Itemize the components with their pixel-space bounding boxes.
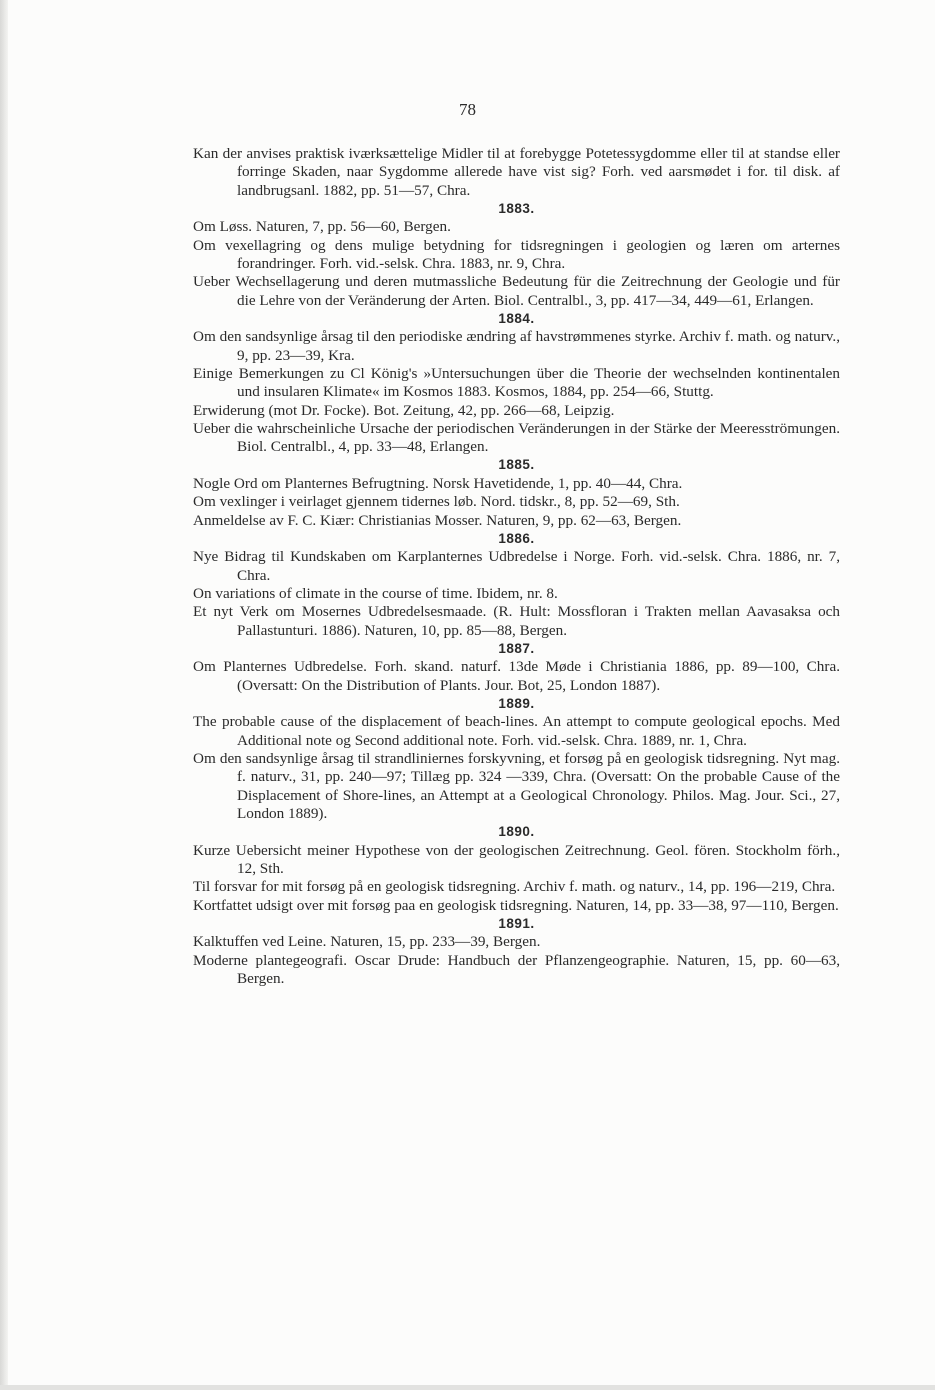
bibliography-body [193, 145, 840, 988]
bibliography-entry: Anmeldelse av F. C. Kiær: Christianias Mosser. Naturen, 9, pp. 62—63, Bergen. [193, 511, 682, 529]
bibliography-entry: Om den sandsynlige årsag til den periodiske ændring af havstrømmenes styrke. Archiv f. math. og naturv., 9, pp. 23—39, Kra. [193, 328, 840, 364]
year-section [193, 530, 840, 640]
bibliography-entry: Om den sandsynlige årsag til strandliniernes forskyvning, et forsøg på en geologisk tidsregning. Nyt mag. f. naturv., 31, pp. 240—97; Tillæg pp. 324 —339, Chra. (Oversatt: On the probable Cause of the Displacement of Shore-lines, an Attempt at a Geological Chronology. Philos. Mag. Jour. Sci., 27, London 1889). [193, 750, 840, 822]
year-section [193, 915, 840, 988]
bibliography-entry: Ueber die wahrscheinliche Ursache der periodischen Veränderungen in der Stärke der Meeresströmungen. Biol. Centralbl., 4, pp. 33—48, Erlangen. [193, 419, 840, 456]
bibliography-entry: Erwiderung (mot Dr. Focke). Bot. Zeitung, 42, pp. 266—68, Leipzig. [193, 401, 615, 419]
bibliography-entry: Moderne plantegeografi. Oscar Drude: Handbuch der Pflanzengeographie. Naturen, 15, pp. 60—63, Bergen. [193, 951, 840, 987]
year-heading: 1887. [498, 640, 535, 656]
page-number: 78 [459, 100, 476, 119]
year-section [193, 640, 840, 695]
bibliography-entry: Kalktuffen ved Leine. Naturen, 15, pp. 233—39, Bergen. [193, 933, 541, 951]
bibliography-entry: Til forsvar for mit forsøg på en geologisk tidsregning. Archiv f. math. og naturv., 14, pp. 196—219, Chra. [193, 878, 836, 896]
year-section [193, 695, 840, 823]
year-section [193, 310, 840, 457]
bibliography-entry: Om vexlinger i veirlaget gjennem tidernes løb. Nord. tidskr., 8, pp. 52—69, Sth. [193, 493, 680, 511]
bibliography-entry: Et nyt Verk om Mosernes Udbredelsesmaade. (R. Hult: Mossfloran i Trakten mellan Aavasaksa och Pallastunturi. 1886). Naturen, 10, pp. 85—88, Bergen. [193, 603, 840, 639]
bibliography-entry: Kan der anvises praktisk iværksættelige Midler til at forebygge Potetessygdomme eller til at standse eller forringe Skaden, naar Sygdomme allerede have vist sig? Forh. ved aarsmødet i for. til disk. af landbrugsanl. 1882, pp. 51—57, Chra. [193, 145, 840, 199]
bibliography-entry: Om vexellagring og dens mulige betydning for tidsregningen i geologien og læren om arternes forandringer. Forh. vid.-selsk. Chra. 1883, nr. 9, Chra. [193, 236, 840, 272]
year-section [193, 200, 840, 310]
year-heading: 1885. [498, 457, 535, 473]
bibliography-entry: Kortfattet udsigt over mit forsøg paa en geologisk tidsregning. Naturen, 14, pp. 33—38, 97—110, Bergen. [193, 896, 839, 914]
year-section [193, 145, 840, 200]
year-heading: 1886. [498, 530, 535, 546]
year-heading: 1889. [498, 695, 535, 711]
year-section [193, 456, 840, 529]
page-edge-shadow [0, 0, 8, 1390]
year-heading: 1890. [498, 824, 535, 840]
year-heading: 1883. [498, 200, 535, 216]
bibliography-entry: The probable cause of the displacement of beach-lines. An attempt to compute geological epochs. Med Additional note og Second additional note. Forh. vid.-selsk. Chra. 1889, nr. 1, Chra. [193, 713, 840, 749]
bibliography-entry: Kurze Uebersicht meiner Hypothese von der geologischen Zeitrechnung. Geol. fören. Stockholm förh., 12, Sth. [193, 841, 840, 877]
bibliography-entry: Om Planternes Udbredelse. Forh. skand. naturf. 13de Møde i Christiania 1886, pp. 89—100, Chra. (Oversatt: On the Distribution of Plants. Jour. Bot, 25, London 1887). [193, 658, 840, 694]
bibliography-entry: Einige Bemerkungen zu Cl König's »Untersuchungen über die Theorie der wechselnden kontinentalen und insularen Klimate« im Kosmos 1883. Kosmos, 1884, pp. 254—66, Stuttg. [193, 364, 840, 401]
bibliography-entry: On variations of climate in the course of time. Ibidem, nr. 8. [193, 584, 558, 602]
year-section [193, 823, 840, 915]
bibliography-entry: Om Løss. Naturen, 7, pp. 56—60, Bergen. [193, 218, 451, 236]
bibliography-entry: Ueber Wechsellagerung und deren mutmassliche Bedeutung für die Zeitrechnung der Geologie und für die Lehre von der Veränderung der Arten. Biol. Centralbl., 3, pp. 417—34, 449—61, Erlangen. [193, 273, 840, 309]
bibliography-entry: Nogle Ord om Planternes Befrugtning. Norsk Havetidende, 1, pp. 40—44, Chra. [193, 474, 683, 492]
page-bottom-edge [0, 1385, 935, 1390]
year-heading: 1884. [498, 310, 535, 326]
year-heading: 1891. [498, 915, 535, 931]
bibliography-entry: Nye Bidrag til Kundskaben om Karplanternes Udbredelse i Norge. Forh. vid.-selsk. Chra. 1886, nr. 7, Chra. [193, 548, 840, 584]
